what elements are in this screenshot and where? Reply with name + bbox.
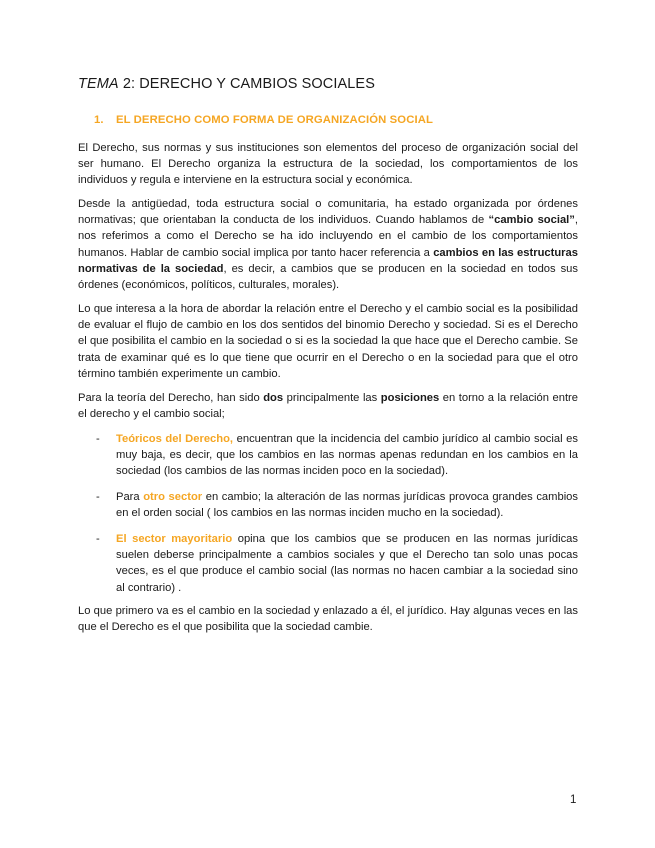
paragraph-2-text-e: , es decir, a cambios que se producen en la sociedad en todos sus órdenes (económicos, políticos, culturales, morales). xyxy=(78,262,578,292)
paragraph-4-bold-posiciones: posiciones xyxy=(380,392,440,404)
list-item-text xyxy=(116,531,578,596)
list-item-text xyxy=(116,431,578,480)
list-item-highlight: Teóricos del Derecho, xyxy=(116,433,234,445)
paragraph-4 xyxy=(78,390,578,422)
section-heading xyxy=(94,114,433,126)
paragraph-4-text-a: Para la teoría del Derecho, han sido xyxy=(78,392,264,404)
paragraph-4-text-e: en torno a la relación entre el derecho y el cambio social; xyxy=(78,392,579,421)
paragraph-5: Lo que primero va es el cambio en la sociedad y enlazado a él, el jurídico. Hay algunas veces en las que el Derecho es el que posibilita que la sociedad cambie. xyxy=(78,605,578,634)
list-item-rest: encuentran que la incidencia del cambio jurídico al cambio social es muy baja, es decir, que los cambios en las normas apenas redundan en los cambios en la sociedad (los cambios de las normas inciden poco en la sociedad). xyxy=(116,433,578,478)
paragraph-2 xyxy=(78,196,578,293)
paragraph-1: El Derecho, sus normas y sus instituciones son elementos del proceso de organización social del ser humano. El Derecho organiza la estructura de la sociedad, los comportamientos de los individuos y regula e interviene en la estructura social y económica. xyxy=(78,142,578,187)
title-suffix: 2: DERECHO Y CAMBIOS SOCIALES xyxy=(118,76,375,92)
paragraph-3: Lo que interesa a la hora de abordar la relación entre el Derecho y el cambio social es la posibilidad de evaluar el flujo de cambio en los dos sentidos del binomio Derecho y sociedad. Si es el Derecho el que posibilita el cambio en la sociedad o si es la sociedad la que hace que el Derecho cambie. Se trata de examinar qué es lo que tiene que ocurrir en el Derecho o en la sociedad para que el otro término también experimente un cambio. xyxy=(78,303,578,380)
bullet-dash: - xyxy=(96,533,100,545)
document-title xyxy=(78,76,375,92)
section-heading-text: EL DERECHO COMO FORMA DE ORGANIZACIÓN SOCIAL xyxy=(116,114,433,126)
bullet-dash: - xyxy=(96,433,100,445)
list-item-rest: opina que los cambios que se producen en las normas jurídicas suelen deberse principalmente a cambios sociales y que el Derecho tan solo unas pocas veces, es el que produce el cambio social (las normas no hacen cambiar a la sociedad sino al contrario) . xyxy=(116,533,579,594)
list-item-highlight: El sector mayoritario xyxy=(116,533,233,545)
list-item-text xyxy=(116,489,578,521)
list-item-highlight: otro sector xyxy=(143,491,203,503)
paragraph-4-bold-dos: dos xyxy=(263,392,284,404)
bullet-dash: - xyxy=(96,491,100,503)
page-number: 1 xyxy=(570,794,577,806)
list-item-rest: en cambio; la alteración de las normas jurídicas provoca grandes cambios en el orden social ( los cambios en las normas inciden mucho en la sociedad). xyxy=(116,491,578,520)
paragraph-2-text-c: , nos referimos a como el Derecho se ha ido incluyendo en el cambio de los comportamientos humanos. Hablar de cambio social implica por tanto hacer referencia a xyxy=(78,214,578,259)
paragraph-2-bold-estructuras: cambios en las estructuras normativas de la sociedad xyxy=(78,246,578,275)
section-number: 1. xyxy=(94,114,104,126)
paragraph-2-bold-cambio-social: “cambio social” xyxy=(488,214,575,227)
paragraph-4-text-c: principalmente las xyxy=(283,392,381,404)
title-prefix: TEMA xyxy=(78,76,119,92)
list-item-lead: Para xyxy=(116,491,144,503)
paragraph-2-text-a: Desde la antigüedad, toda estructura social o comunitaria, ha estado organizada por órdenes normativas; que orientaban la conducta de los individuos. Cuando hablamos de xyxy=(78,198,578,227)
